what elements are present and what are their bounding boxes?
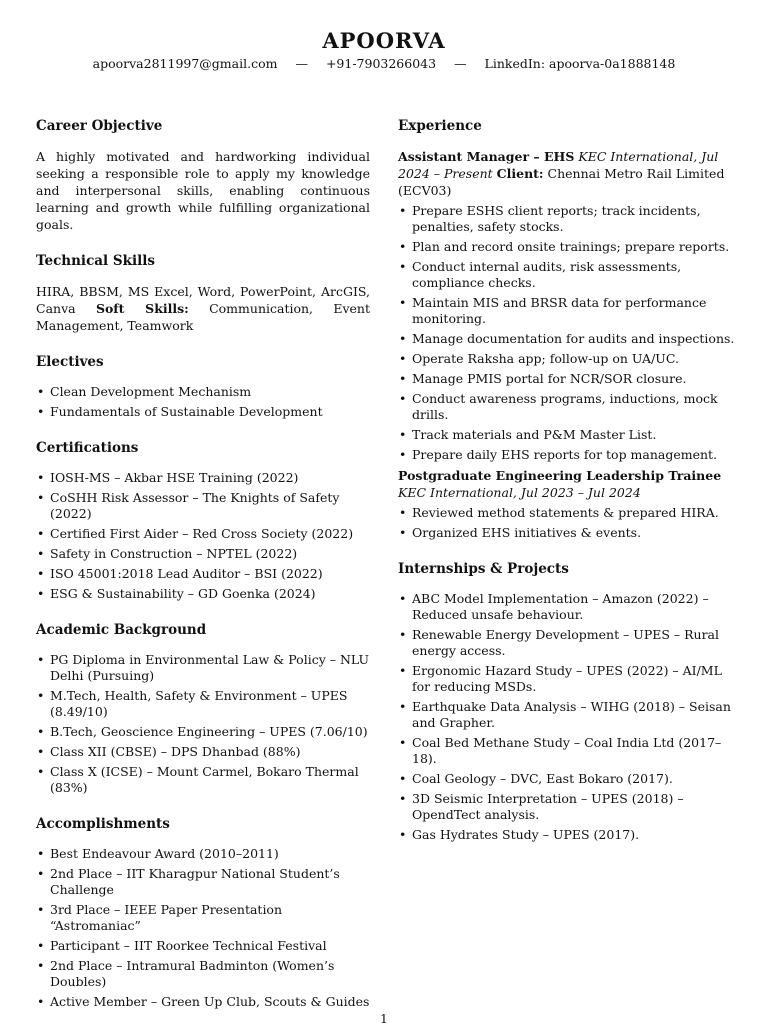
job-org: KEC International, Jul 2024 – Present xyxy=(398,149,719,181)
list-item: • ESG & Sustainability – GD Goenka (2024) xyxy=(36,586,370,602)
electives-list xyxy=(36,384,370,420)
list-item: • Manage PMIS portal for NCR/SOR closure. xyxy=(398,371,736,387)
linkedin: LinkedIn: apoorva-0a1888148 xyxy=(484,56,676,71)
academic-list xyxy=(36,652,370,796)
technical-skills-list: HIRA, BBSM, MS Excel, Word, PowerPoint, ArcGIS, Canva xyxy=(36,284,370,316)
list-item: • Reviewed method statements & prepared HIRA. xyxy=(398,505,736,521)
list-item: • Ergonomic Hazard Study – UPES (2022) – AI/ML for reducing MSDs. xyxy=(398,663,736,695)
list-item: • Conduct awareness programs, inductions, mock drills. xyxy=(398,391,736,423)
list-item: • Coal Bed Methane Study – Coal India Ltd (2017–18). xyxy=(398,735,736,767)
separator: — xyxy=(295,56,308,71)
technical-skills-heading: Technical Skills xyxy=(36,253,155,269)
list-item: • Operate Raksha app; follow-up on UA/UC. xyxy=(398,351,736,367)
job-header xyxy=(398,148,736,199)
accomplishments-heading: Accomplishments xyxy=(36,816,170,832)
academic-heading: Academic Background xyxy=(36,622,207,638)
list-item: • 2nd Place – IIT Kharagpur National Student’s Challenge xyxy=(36,866,370,898)
list-item: • B.Tech, Geoscience Engineering – UPES (7.06/10) xyxy=(36,724,370,740)
list-item: • Gas Hydrates Study – UPES (2017). xyxy=(398,827,736,843)
contact-line xyxy=(0,56,768,71)
internships-heading: Internships & Projects xyxy=(398,561,569,577)
list-item: • Renewable Energy Development – UPES – Rural energy access. xyxy=(398,627,736,659)
list-item: • Certified First Aider – Red Cross Society (2022) xyxy=(36,526,370,542)
job2-duties xyxy=(398,505,736,541)
soft-skills-label: Soft Skills: xyxy=(95,301,189,316)
list-item: • Clean Development Mechanism xyxy=(36,384,370,400)
list-item: • Fundamentals of Sustainable Development xyxy=(36,404,370,420)
list-item: • 3D Seismic Interpretation – UPES (2018) – OpendTect analysis. xyxy=(398,791,736,823)
list-item: • Prepare daily EHS reports for top management. xyxy=(398,447,736,463)
left-column xyxy=(36,118,370,1030)
career-objective-heading: Career Objective xyxy=(36,118,163,134)
job-role: Assistant Manager – EHS xyxy=(398,149,575,164)
job-org: KEC International, Jul 2023 – Jul 2024 xyxy=(398,485,641,500)
phone: +91-7903266043 xyxy=(325,56,437,71)
list-item: • ABC Model Implementation – Amazon (2022) – Reduced unsafe behaviour. xyxy=(398,591,736,623)
job-header xyxy=(398,467,736,501)
list-item: • M.Tech, Health, Safety & Environment – UPES (8.49/10) xyxy=(36,688,370,720)
internships-list xyxy=(398,591,736,843)
list-item: • 2nd Place – Intramural Badminton (Women’s Doubles) xyxy=(36,958,370,990)
list-item: • Participant – IIT Roorkee Technical Festival xyxy=(36,938,370,954)
list-item: • ISO 45001:2018 Lead Auditor – BSI (2022) xyxy=(36,566,370,582)
soft-skills-list: Communication, Event Management, Teamwork xyxy=(36,301,370,333)
technical-skills-text xyxy=(36,283,370,334)
email: apoorva2811997@gmail.com xyxy=(92,56,278,71)
list-item: • CoSHH Risk Assessor – The Knights of Safety (2022) xyxy=(36,490,370,522)
list-item: • Prepare ESHS client reports; track incidents, penalties, safety stocks. xyxy=(398,203,736,235)
list-item: • PG Diploma in Environmental Law & Policy – NLU Delhi (Pursuing) xyxy=(36,652,370,684)
list-item: • Best Endeavour Award (2010–2011) xyxy=(36,846,370,862)
list-item: • 3rd Place – IEEE Paper Presentation “Astromaniac” xyxy=(36,902,370,934)
electives-heading: Electives xyxy=(36,354,104,370)
career-objective-text: A highly motivated and hardworking individual seeking a responsible role to apply my knowledge and interpersonal skills, enabling continuous learning and growth while fulfilling organizational goals. xyxy=(36,149,370,232)
list-item: • IOSH-MS – Akbar HSE Training (2022) xyxy=(36,470,370,486)
resume-name: APOORVA xyxy=(322,28,446,53)
list-item: • Safety in Construction – NPTEL (2022) xyxy=(36,546,370,562)
separator: — xyxy=(454,56,467,71)
right-column xyxy=(398,118,736,863)
list-item: • Plan and record onsite trainings; prepare reports. xyxy=(398,239,736,255)
job1-duties xyxy=(398,203,736,463)
client-name: Chennai Metro Rail Limited (ECV03) xyxy=(398,166,725,198)
experience-heading: Experience xyxy=(398,118,482,134)
list-item: • Organized EHS initiatives & events. xyxy=(398,525,736,541)
certifications-heading: Certifications xyxy=(36,440,139,456)
job-role: Postgraduate Engineering Leadership Trainee xyxy=(398,468,722,483)
list-item: • Manage documentation for audits and inspections. xyxy=(398,331,736,347)
list-item: • Active Member – Green Up Club, Scouts & Guides xyxy=(36,994,370,1010)
accomplishments-list xyxy=(36,846,370,1010)
certifications-list xyxy=(36,470,370,602)
list-item: • Earthquake Data Analysis – WIHG (2018) – Seisan and Grapher. xyxy=(398,699,736,731)
list-item: • Track materials and P&M Master List. xyxy=(398,427,736,443)
list-item: • Coal Geology – DVC, East Bokaro (2017). xyxy=(398,771,736,787)
page-number: 1 xyxy=(380,1012,388,1026)
list-item: • Conduct internal audits, risk assessments, compliance checks. xyxy=(398,259,736,291)
client-label: Client: xyxy=(496,166,544,181)
list-item: • Class X (ICSE) – Mount Carmel, Bokaro Thermal (83%) xyxy=(36,764,370,796)
list-item: • Maintain MIS and BRSR data for performance monitoring. xyxy=(398,295,736,327)
list-item: • Class XII (CBSE) – DPS Dhanbad (88%) xyxy=(36,744,370,760)
